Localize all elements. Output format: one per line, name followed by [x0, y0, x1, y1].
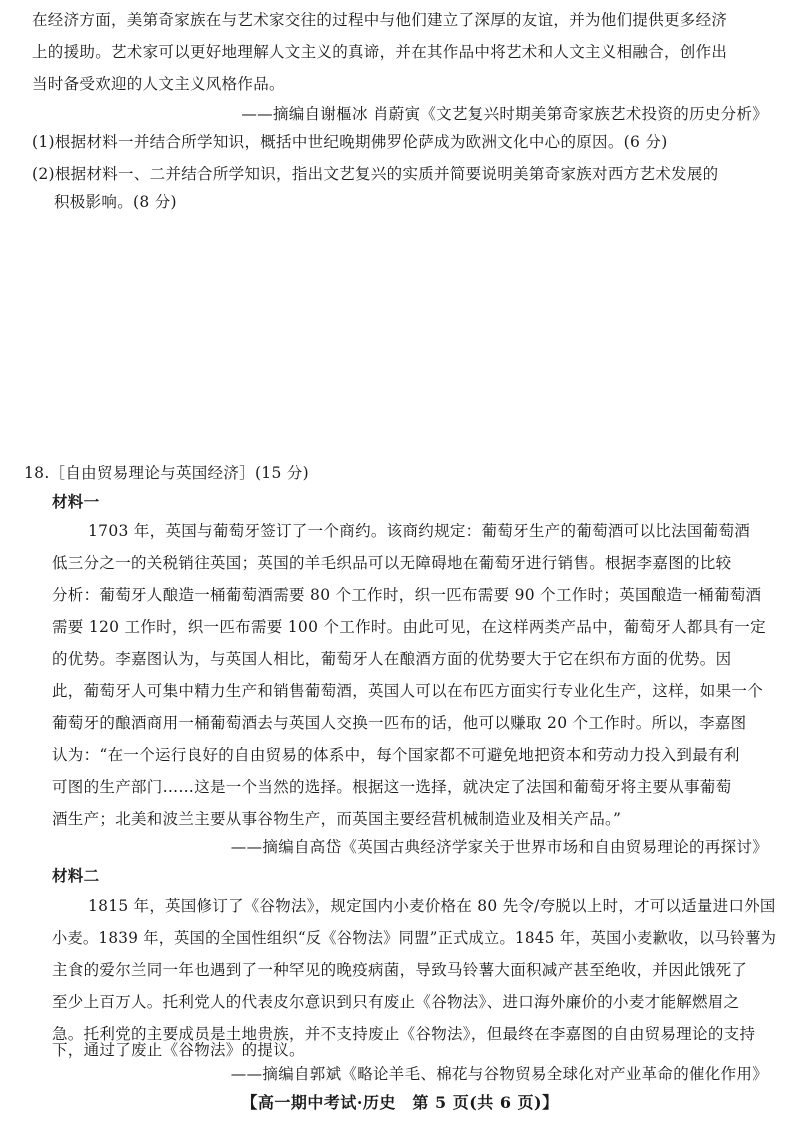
material-2-heading: 材料二	[52, 867, 100, 885]
material-1-line-9: 可图的生产部门……这是一个当然的选择。根据这一选择，就决定了法国和葡萄牙将主要从事葡萄	[52, 778, 732, 796]
material-1-line-6: 此，葡萄牙人可集中精力生产和销售葡萄酒，英国人可以在布匹方面实行专业化生产，这样，如果一个	[52, 682, 764, 700]
material-1-line-7: 葡萄牙的酿酒商用一桶葡萄酒去与英国人交换一匹布的话，他可以赚取 20 个工作时。所以，李嘉图	[52, 714, 747, 732]
material-1-line-10: 酒生产；北美和波兰主要从事谷物生产，而英国主要经营机械制造业及相关产品。”	[52, 810, 622, 828]
material-2-source: ——摘编自郭斌《略论羊毛、棉花与谷物贸易全球化对产业革命的催化作用》	[230, 1065, 768, 1083]
material-2-line-1: 1815 年，英国修订了《谷物法》，规定国内小麦价格在 80 先令/夸脱以上时，才可以适量进口外国	[88, 897, 776, 915]
material-1-line-3: 分析：葡萄牙人酿造一桶葡萄酒需要 80 个工作时，织一匹布需要 90 个工作时；英国酿造一桶葡萄酒	[52, 586, 762, 604]
material-1-line-5: 的优势。李嘉图认为，与英国人相比，葡萄牙人在酿酒方面的优势要大于它在织布方面的优势。因	[52, 650, 732, 668]
material-1-line-2: 低三分之一的关税销往英国；英国的羊毛织品可以无障碍地在葡萄牙进行销售。根据李嘉图的比较	[52, 554, 732, 572]
question-18-title: 18.［自由贸易理论与英国经济］(15 分)	[24, 464, 309, 482]
material-2-line-5: 急。托利党的主要成员是土地贵族，并不支持废止《谷物法》，但最终在李嘉图的自由贸易理论的支持	[52, 1025, 756, 1043]
material-1-line-8: 认为：“在一个运行良好的自由贸易的体系中，每个国家都不可避免地把资本和劳动力投入到最有利	[52, 746, 740, 764]
material-1-line-1: 1703 年，英国与葡萄牙签订了一个商约。该商约规定：葡萄牙生产的葡萄酒可以比法国葡萄酒	[88, 522, 751, 540]
page-footer: 【高一期中考试·历史 第 5 页(共 6 页)】	[241, 1093, 559, 1112]
question-2-line-2: 积极影响。(8 分)	[54, 193, 177, 211]
top-passage-line-2: 上的援助。艺术家可以更好地理解人文主义的真谛，并在其作品中将艺术和人文主义相融合，创作出	[32, 43, 728, 61]
material-2-line-3: 主食的爱尔兰同一年也遇到了一种罕见的晚疫病菌，导致马铃薯大面积减产甚至绝收，并因此饿死了	[52, 961, 748, 979]
material-1-source: ——摘编自高岱《英国古典经济学家关于世界市场和自由贸易理论的再探讨》	[230, 838, 768, 856]
top-passage-line-3: 当时备受欢迎的人文主义风格作品。	[32, 75, 285, 93]
material-2-line-4: 至少上百万人。托利党人的代表皮尔意识到只有废止《谷物法》、进口海外廉价的小麦才能解燃眉之	[52, 993, 740, 1011]
question-1: (1)根据材料一并结合所学知识，概括中世纪晚期佛罗伦萨成为欧洲文化中心的原因。(6 分)	[32, 133, 668, 151]
question-2-line-1: (2)根据材料一、二并结合所学知识，指出文艺复兴的实质并简要说明美第奇家族对西方艺术发展的	[32, 165, 719, 183]
top-passage-source: ——摘编自谢樞冰 肖蔚寅《文艺复兴时期美第奇家族艺术投资的历史分析》	[241, 105, 768, 123]
top-passage-line-1: 在经济方面，美第奇家族在与艺术家交往的过程中与他们建立了深厚的友谊，并为他们提供更多经济	[32, 11, 728, 29]
material-2-line-2: 小麦。1839 年，英国的全国性组织“反《谷物法》同盟”正式成立。1845 年，英国小麦歉收，以马铃薯为	[52, 929, 777, 947]
material-1-line-4: 需要 120 工作时，织一匹布需要 100 个工作时。由此可见，在这样两类产品中，葡萄牙人都具有一定	[52, 618, 766, 636]
material-2-line-6: 下，通过了废止《谷物法》的提议。	[52, 1041, 305, 1059]
material-1-heading: 材料一	[52, 493, 100, 511]
